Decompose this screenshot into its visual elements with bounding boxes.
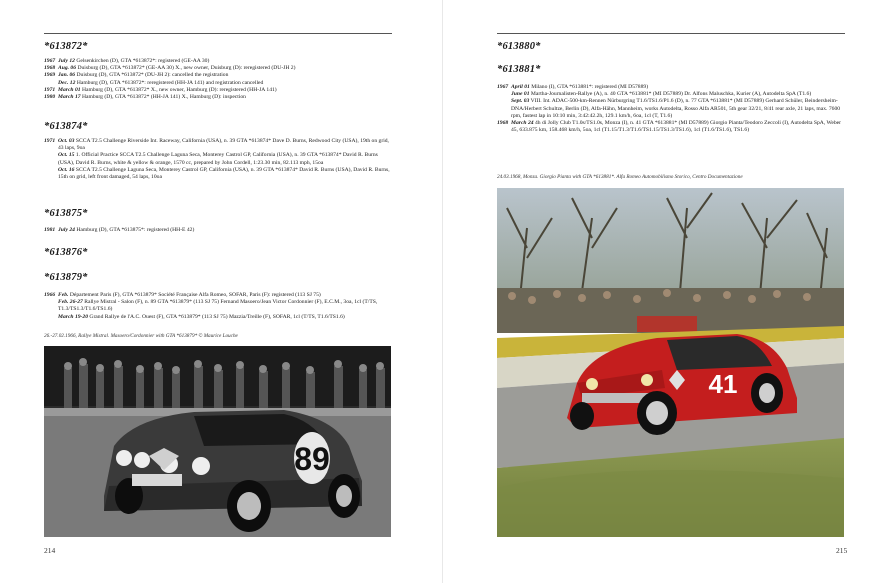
entry-text: SCCA T2.5 Challenge Riverside Int. Raceway, California (USA), n. 39 GTA *613874* Dave D. Burns, Redwood City (USA), 19th on grid, 43 laps, 9oa: [58, 138, 389, 152]
entry-year: 1981: [44, 227, 56, 233]
entry-date: June 01: [511, 91, 530, 98]
entry-list: [497, 84, 847, 134]
photo-caption: 24.03.1968, Monza. Giorgio Pianta with GTA *613881*. Alfa Romeo Automobilismo Storico, Centro Documentazione: [497, 174, 743, 180]
top-rule: [44, 33, 392, 34]
top-rule: [497, 33, 845, 34]
entry-text: Hamburg (D), GTA *613872* X., new owner, Hamburg (D): reregistered (HH-JA 141): [81, 86, 277, 93]
entry-list: [44, 138, 394, 181]
entry-year: 1971: [44, 86, 56, 93]
entry-text: Rallye Mistral - Salon (F), n. 89 GTA *613879* (113 SJ 75) Fernand Masoero/Jean Victor Cordonnier (F), E.C.M., 3oa, 1cl (T/TS, T1.3/TS1.3/T1.6/TS1.6): [58, 299, 378, 313]
right-page: [443, 0, 886, 583]
entry-year: [497, 91, 511, 98]
entry-date: Oct. 16: [58, 166, 75, 173]
entry-date: Dec. 12: [58, 79, 76, 86]
entry-date: Aug. 06: [58, 65, 77, 72]
entry-text: Gelsenkirchen (D), GTA *613872*: registered (GE-AA 30): [76, 58, 210, 64]
chassis-heading: *613880*: [497, 41, 541, 52]
entry-text: Hamburg (D), GTA *613875*: registered (HH-E 42): [76, 227, 195, 233]
entry-list: [44, 58, 394, 101]
entry-row: [44, 152, 394, 166]
entry-row: [497, 98, 847, 120]
entry-year: 1968: [497, 120, 509, 127]
chassis-heading: *613875*: [44, 208, 88, 219]
entry-year: 1971: [44, 138, 56, 144]
entry-text: 1. Official Practice SCCA T2.5 Challenge Laguna Seca, Monterey Castrol GP, California (USA), n. 39 GTA *613874* David R. Burns (USA), David R. Burns, white & yellow & orange, 1570 cc, prepared by John Cordell, 1:23.30 min, 82.113 mph, 15oa: [58, 152, 378, 166]
entry-date: April 01: [511, 84, 530, 90]
entry-year: [44, 152, 58, 166]
race-photo: [497, 188, 844, 537]
page-number: 214: [44, 546, 56, 555]
entry-date: Feb. 26-27: [58, 299, 83, 306]
entry-year: 1967: [44, 58, 56, 64]
chassis-heading: *613881*: [497, 64, 541, 75]
entry-date: July 24: [58, 227, 75, 233]
entry-row: [497, 120, 847, 134]
entry-row: [44, 80, 394, 87]
entry-row: [44, 167, 394, 181]
entry-text: Département Paris (F), GTA *613879* Société Française Alfa Romeo, SOFAR, Paris (F): registered (113 SJ 75): [69, 292, 321, 298]
entry-date: Oct. 03: [58, 138, 75, 144]
entry-year: 1980: [44, 94, 56, 101]
entry-date: Feb.: [58, 292, 69, 298]
entry-date: March 17: [58, 94, 81, 101]
entry-date: Oct. 15: [58, 152, 75, 159]
entry-date: March 24: [511, 120, 534, 127]
entry-text: Martha-Journalisten-Rallye (A), n. 40 GTA *613881* (MI D57889) Dr. Alfons Maluschka, Kurier (A), Autodelta SpA (T1.6): [530, 91, 812, 98]
entry-year: [44, 167, 58, 181]
entry-year: 1968: [44, 65, 56, 72]
entry-year: [44, 314, 58, 321]
entry-list: [44, 227, 394, 234]
entry-text: Milano (I), GTA *613881*: registered (MI D57889): [531, 84, 649, 90]
entry-list: [44, 292, 394, 321]
entry-year: 1967: [497, 84, 509, 90]
entry-year: [497, 98, 511, 120]
car-number: 89: [294, 441, 330, 477]
entry-date: Jan. 06: [58, 72, 76, 79]
entry-text: Duisburg (D), GTA *613872* (GE-AA 30) X., new owner, Duisburg (D): reregistered (DU-JH 2): [77, 65, 296, 72]
entry-row: [44, 94, 394, 101]
chassis-heading: *613876*: [44, 247, 88, 258]
chassis-heading: *613874*: [44, 121, 88, 132]
chassis-heading: *613879*: [44, 272, 88, 283]
entry-date: Sept. 03: [511, 98, 530, 105]
entry-text: 4h di Jolly Club T1.0s/TS1.0s, Monza (I), n. 41 GTA *613881* (MI D57889) Giorgio Pianta/Teodoro Zeccoli (I), Autodelta SpA, Weber 45, 633.875 km, 158.468 km/h, 5oa, 1cl (T1.15/T1.3/T1.6/TS1.15/TS1.3/TS1.6), 1cl (T1.6/TS1.6), TS1.6): [511, 120, 841, 134]
car-number: 41: [708, 369, 738, 399]
rally-photo: [44, 346, 391, 537]
page-number: 215: [836, 546, 848, 555]
entry-row: [44, 314, 394, 321]
entry-text: Duisburg (D), GTA *613872* (DU-JH 2): cancelled the registration: [76, 72, 229, 79]
entry-text: Hamburg (D), GTA *613872*: reregistered (HH-JA 141) and registration cancelled: [76, 79, 264, 86]
photo-caption: 26.-27.02.1966, Rallye Mistral. Masoero/Cordonnier with GTA *613879* © Maurice Louche: [44, 333, 238, 339]
entry-row: [44, 87, 394, 94]
chassis-heading: *613872*: [44, 41, 88, 52]
entry-row: [44, 138, 394, 152]
entry-year: 1966: [44, 292, 56, 298]
entry-text: SCCA T2.5 Challenge Laguna Seca, Monterey Castrol GP, California (USA), n. 39 GTA *613874* David R. Burns (USA), David R. Burns, 15th on grid, left front damaged, 54 laps, 10oa: [58, 166, 390, 181]
entry-row: [44, 227, 394, 234]
entry-year: [44, 299, 58, 313]
entry-text: VIII. Int. ADAC-500-km-Rennen Nürburgring T1.6/TS1.6/P1.6 (D), n. 77 GTA *613881* (MI D57889) Gerhard Schüler, Beindersheim-DNA/Herbert Schultze, Berlin (D), Alfa-Hähn, Mannheim, works Autodelta, Rosso Alfa AR501, 5th gear 32/21, 8/41 rear axle, 21 laps, max. 7600 rpm, fastest lap in 10:10 min, 3:42:42.2h, 129.1 km/h, 6oa, 1cl (T, T1.6): [511, 98, 841, 119]
entry-date: March 19-20: [58, 313, 88, 320]
entry-year: 1969: [44, 72, 56, 79]
entry-year: [44, 80, 58, 87]
entry-date: March 01: [58, 86, 81, 93]
entry-row: [44, 299, 394, 313]
entry-text: Grand Rallye de l'A.C. Ouest (F), GTA *613879* (113 SJ 75) Mazzia/Treille (F), SOFAR, 1cl (T/TS, T1.6/TS1.6): [89, 313, 345, 320]
entry-row: [44, 72, 394, 79]
entry-text: Hamburg (D), GTA *613872* (HH-JA 141) X., Hamburg (D): inspection: [81, 94, 246, 101]
entry-date: July 12: [58, 58, 75, 64]
